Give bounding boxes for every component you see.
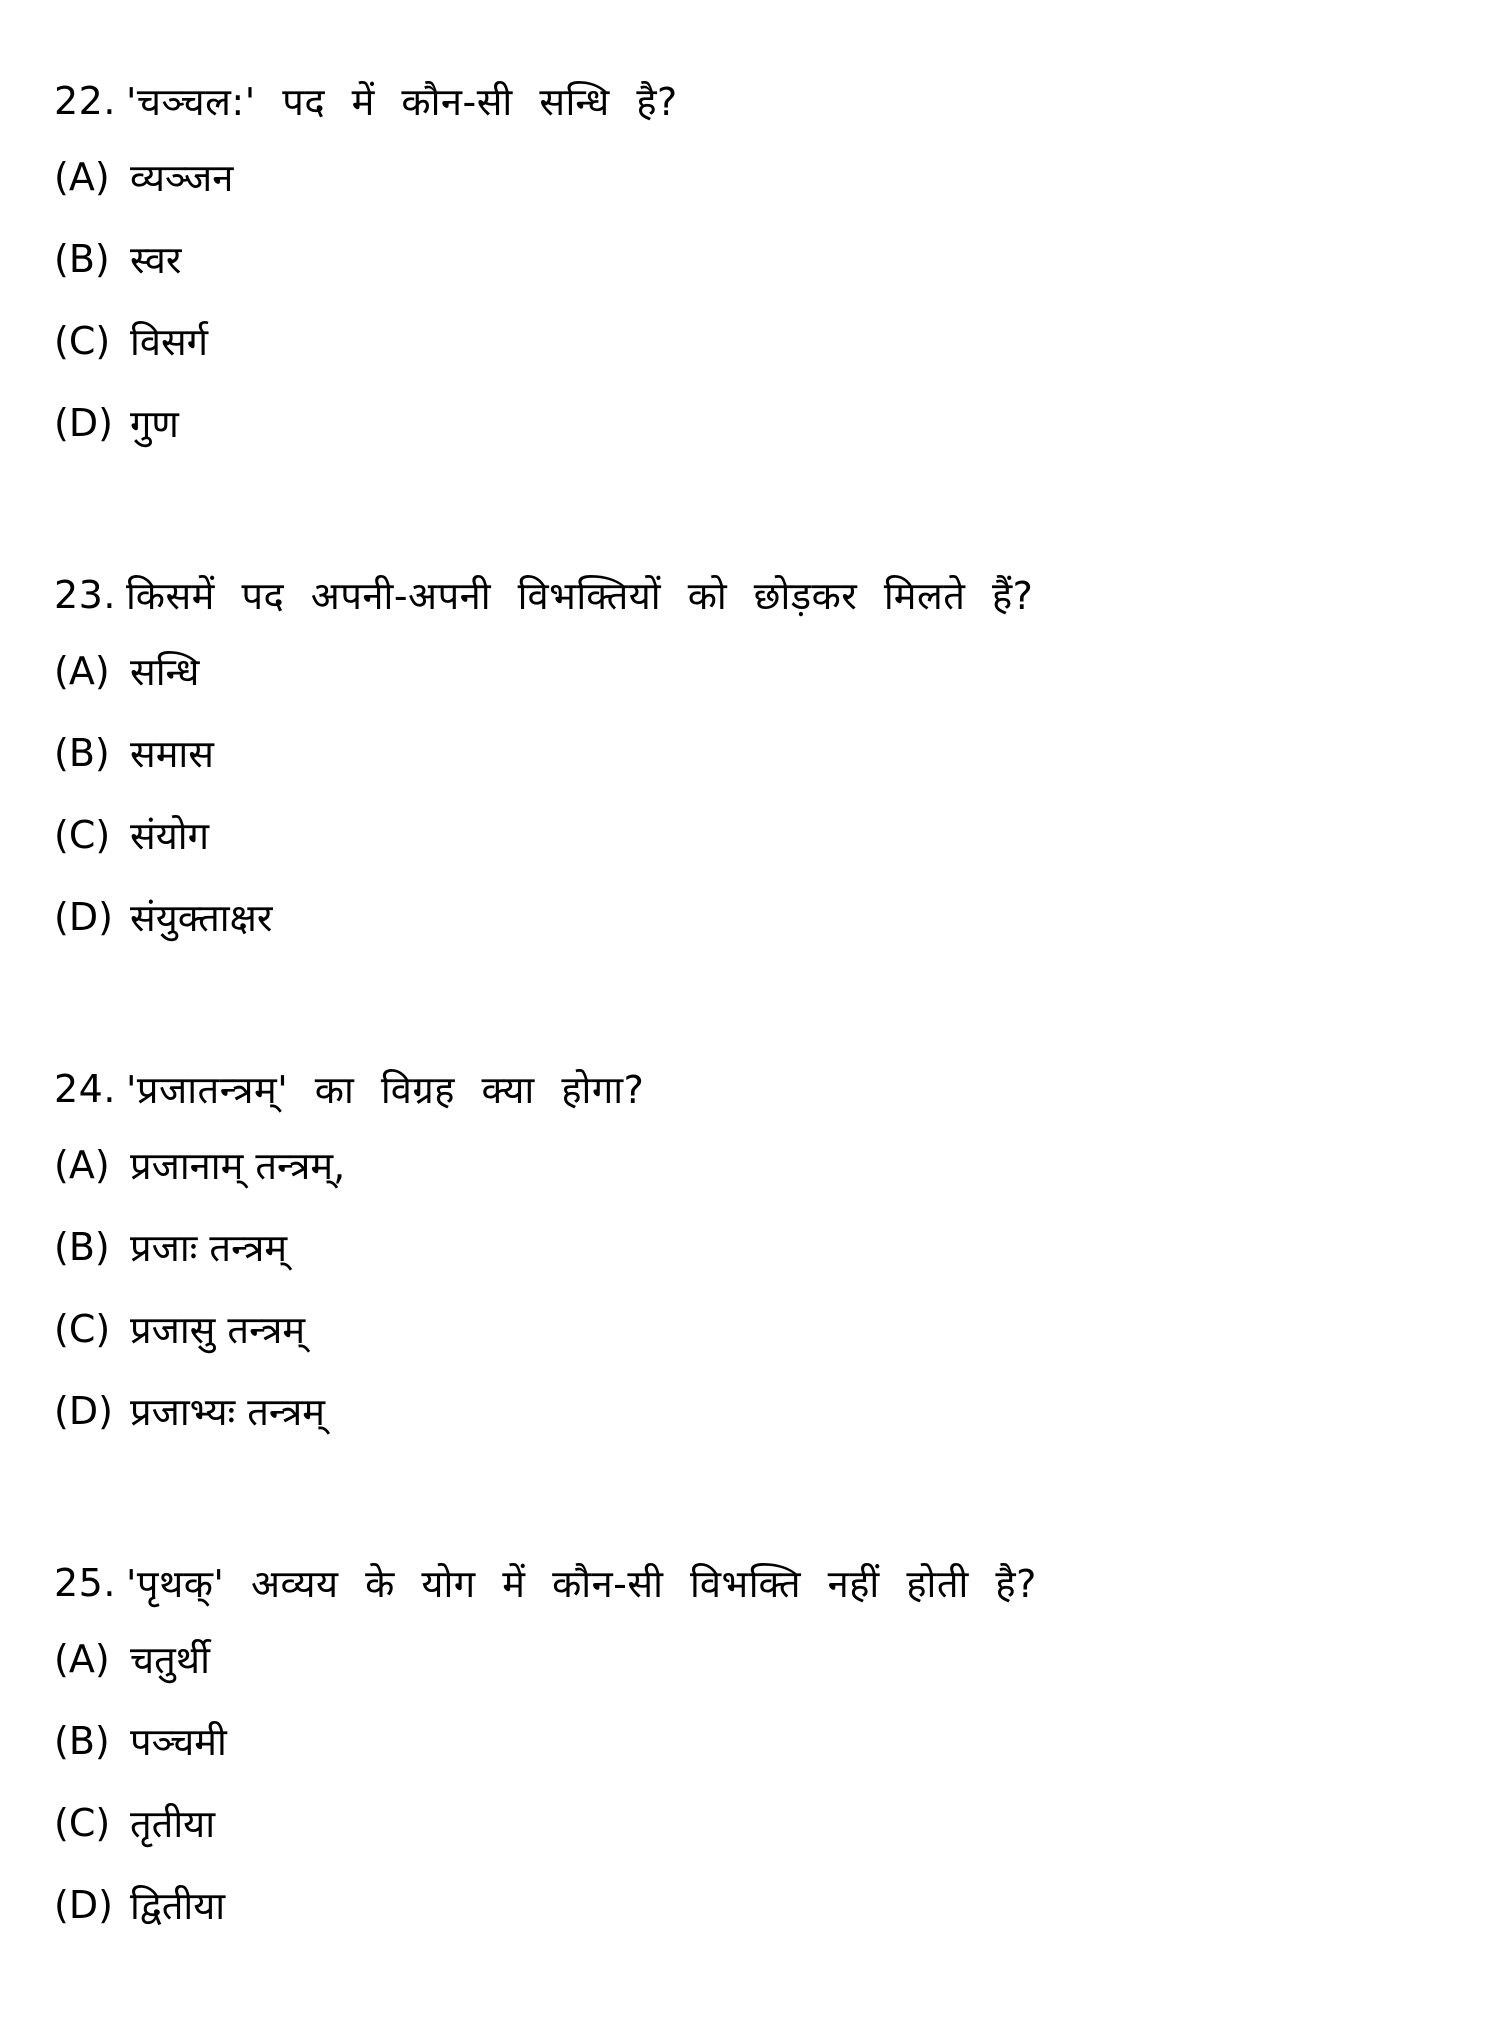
question-text: 'चञ्चल:' पद में कौन-सी सन्धि है? [125,80,678,124]
option-c [54,1288,1474,1370]
option-b [54,1700,1474,1782]
option-text: प्रजानाम् तन्त्रम्, [130,1144,346,1188]
option-label: (A) [54,1637,110,1681]
option-c [54,1782,1474,1864]
option-label: (D) [54,895,113,939]
question-text: किसमें पद अपनी-अपनी विभक्तियों को छोड़कर मिलते हैं? [125,574,1034,618]
option-d [54,382,1474,464]
option-c [54,300,1474,382]
option-b [54,218,1474,300]
option-text: प्रजाभ्यः तन्त्रम् [130,1390,325,1434]
option-text: सन्धि [130,650,200,694]
option-text: व्यञ्जन [130,156,234,200]
option-b [54,712,1474,794]
option-text: विसर्ग [130,320,209,364]
option-a [54,1124,1474,1206]
option-label: (C) [54,319,111,363]
question-number: 23. [54,573,116,617]
option-label: (B) [54,731,110,775]
option-d [54,876,1474,958]
option-label: (C) [54,1307,111,1351]
option-a [54,630,1474,712]
option-d [54,1370,1474,1452]
option-text: समास [130,732,214,776]
question-number: 25. [54,1561,116,1605]
option-text: चतुर्थी [130,1638,210,1682]
option-label: (B) [54,1225,110,1269]
option-text: द्वितीया [130,1884,226,1928]
question-24 [54,1054,1474,1452]
option-label: (B) [54,1719,110,1763]
option-text: पञ्चमी [130,1720,227,1764]
question-number: 22. [54,79,116,123]
option-text: संयुक्ताक्षर [130,896,273,940]
question-number: 24. [54,1067,116,1111]
question-23 [54,560,1474,958]
option-a [54,136,1474,218]
option-b [54,1206,1474,1288]
question-stem [54,66,1474,136]
option-label: (D) [54,401,113,445]
option-label: (D) [54,1389,113,1433]
question-25 [54,1548,1474,1946]
option-text: प्रजाः तन्त्रम् [130,1226,288,1270]
option-label: (A) [54,1143,110,1187]
option-label: (B) [54,237,110,281]
option-label: (A) [54,649,110,693]
option-text: स्वर [130,238,182,282]
option-label: (A) [54,155,110,199]
option-label: (C) [54,1801,111,1845]
question-stem [54,560,1474,630]
option-d [54,1864,1474,1946]
option-text: संयोग [130,814,209,858]
question-stem [54,1548,1474,1618]
option-c [54,794,1474,876]
question-text: 'पृथक्' अव्यय के योग में कौन-सी विभक्ति नहीं होती है? [125,1562,1037,1606]
option-text: प्रजासु तन्त्रम् [130,1308,306,1352]
question-22 [54,66,1474,464]
option-text: गुण [130,402,179,446]
question-stem [54,1054,1474,1124]
option-label: (D) [54,1883,113,1927]
question-text: 'प्रजातन्त्रम्' का विग्रह क्या होगा? [125,1068,645,1112]
option-a [54,1618,1474,1700]
option-label: (C) [54,813,111,857]
option-text: तृतीया [130,1802,216,1846]
